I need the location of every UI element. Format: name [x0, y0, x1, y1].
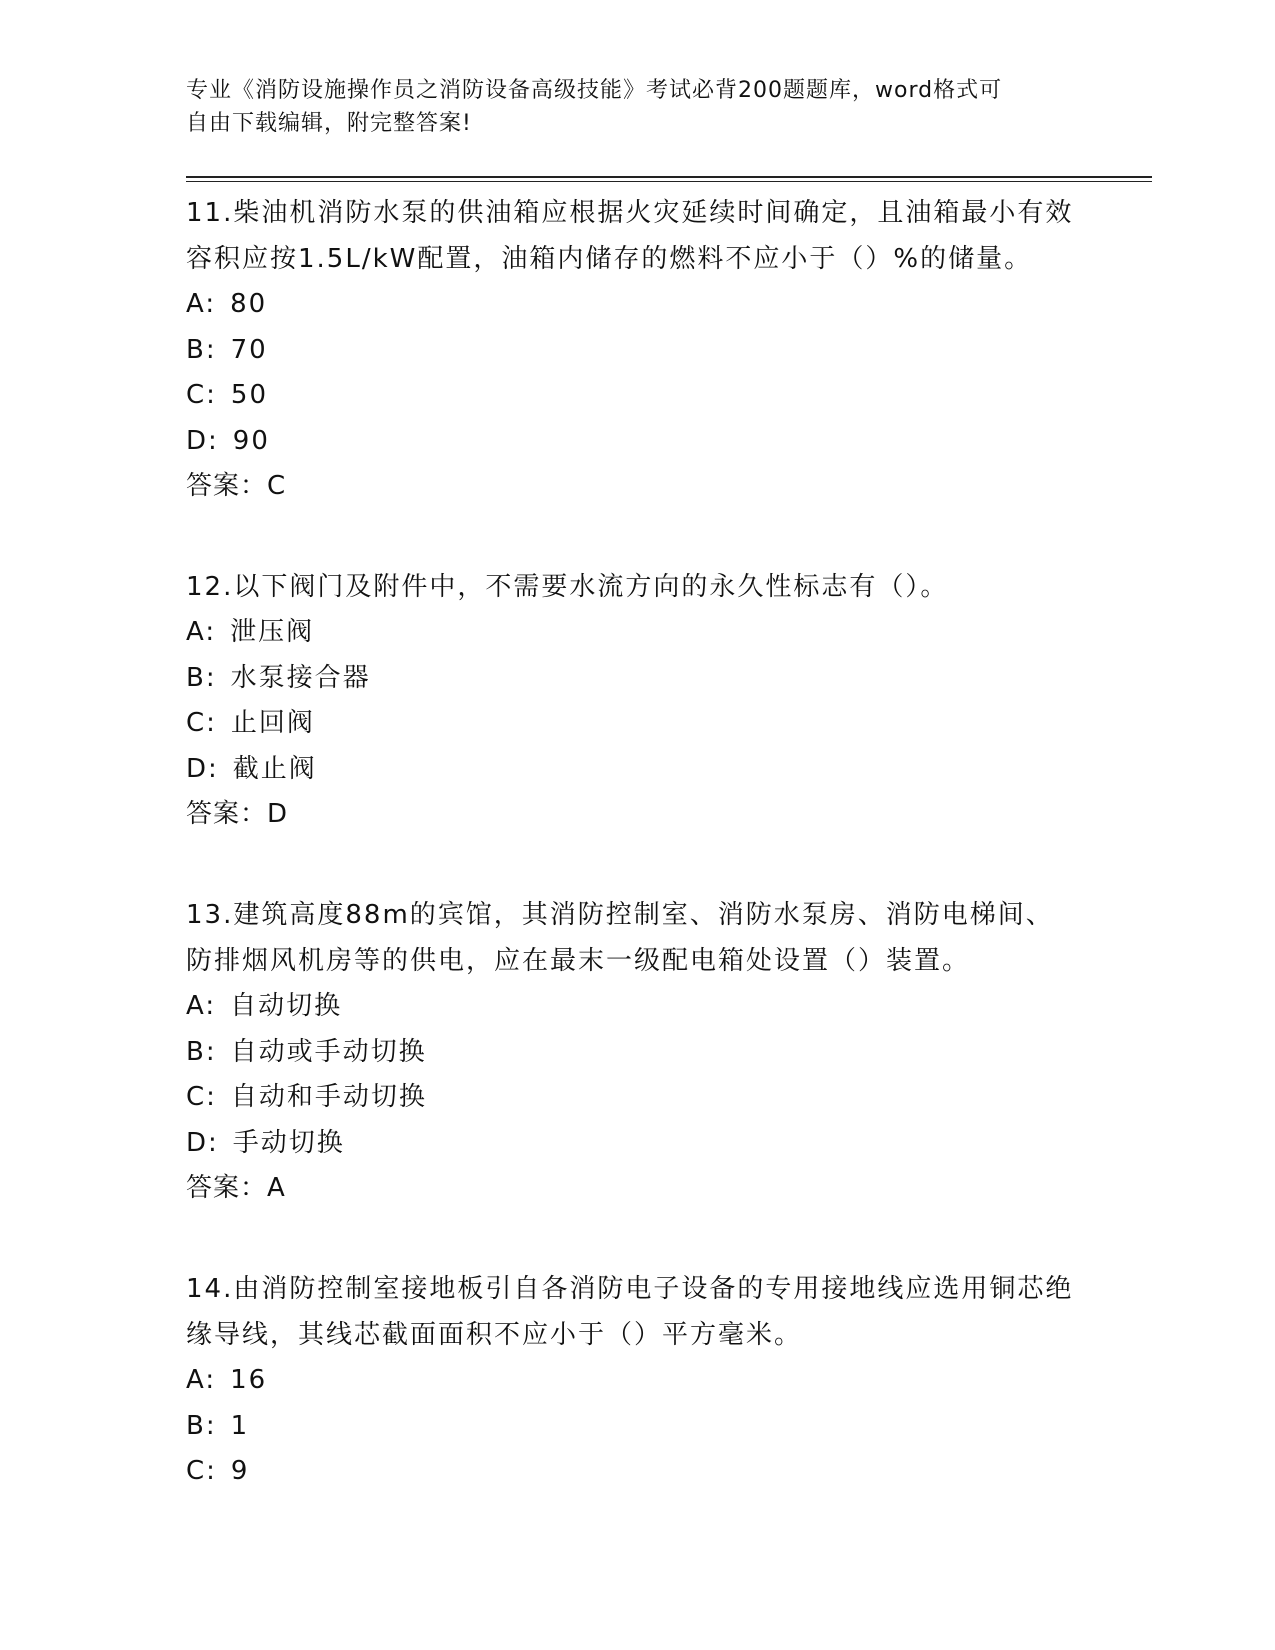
option-text: 泄压阀 [230, 617, 315, 647]
question-number: 13. [186, 900, 234, 930]
option-c [186, 1075, 1076, 1121]
question-14 [186, 1266, 1076, 1495]
option-a [186, 984, 1076, 1030]
answer [186, 464, 1076, 509]
answer-label: 答案： [186, 799, 268, 829]
option-d [186, 1121, 1076, 1167]
option-letter: D: [186, 1127, 219, 1158]
question-13 [186, 892, 1076, 1211]
header-divider-thin [186, 181, 1152, 182]
question-text [186, 564, 1076, 610]
question-stem: 由消防控制室接地板引自各消防电子设备的专用接地线应选用铜芯绝缘导线，其线芯截面面积不应小于（）平方毫米。 [186, 1274, 1074, 1350]
option-text: 16 [230, 1365, 268, 1395]
header-divider-thick [186, 176, 1152, 178]
option-letter: A: [186, 289, 217, 319]
option-text: 自动和手动切换 [230, 1082, 427, 1112]
option-c [186, 1449, 1076, 1495]
question-stem: 柴油机消防水泵的供油箱应根据火灾延续时间确定，且油箱最小有效容积应按1.5L/kW配置，油箱内储存的燃料不应小于（）%的储量。 [186, 198, 1074, 274]
answer-label: 答案： [186, 1173, 268, 1203]
option-letter: B: [186, 1410, 217, 1441]
answer-value: A [267, 1173, 286, 1203]
option-letter: C: [186, 1082, 217, 1112]
document-header [186, 74, 1076, 140]
answer [186, 792, 1076, 837]
option-letter: C: [186, 1456, 217, 1486]
option-text: 80 [230, 289, 268, 319]
option-text: 截止阀 [232, 753, 317, 784]
header-line-1: 专业《消防设施操作员之消防设备高级技能》考试必背200题题库，word格式可 [186, 78, 1003, 103]
question-text [186, 1266, 1076, 1358]
question-text [186, 892, 1076, 984]
question-list [186, 190, 1076, 1550]
question-11 [186, 190, 1076, 509]
option-letter: C: [186, 708, 217, 738]
option-letter: A: [186, 617, 217, 647]
option-letter: A: [186, 991, 217, 1021]
question-number: 11. [186, 198, 234, 228]
option-text: 1 [230, 1410, 250, 1441]
option-letter: B: [186, 662, 217, 693]
option-b [186, 328, 1076, 374]
option-b [186, 1404, 1076, 1450]
option-text: 90 [232, 425, 270, 456]
option-text: 自动切换 [230, 991, 343, 1021]
answer-value: D [267, 799, 289, 829]
header-line-2: 自由下载编辑，附完整答案! [186, 111, 472, 136]
option-letter: C: [186, 380, 217, 410]
option-c [186, 701, 1076, 747]
option-text: 9 [230, 1456, 250, 1486]
option-text: 手动切换 [232, 1127, 345, 1158]
answer [186, 1166, 1076, 1211]
question-stem: 建筑高度88m的宾馆，其消防控制室、消防水泵房、消防电梯间、防排烟风机房等的供电，应在最末一级配电箱处设置（）装置。 [186, 900, 1054, 976]
option-text: 70 [230, 334, 268, 365]
option-letter: D: [186, 425, 219, 456]
option-letter: B: [186, 334, 217, 365]
option-text: 水泵接合器 [230, 662, 371, 693]
option-d [186, 747, 1076, 793]
option-text: 自动或手动切换 [230, 1036, 427, 1067]
option-c [186, 373, 1076, 419]
answer-value: C [267, 471, 287, 501]
question-text [186, 190, 1076, 282]
option-a [186, 1358, 1076, 1404]
question-stem: 以下阀门及附件中，不需要水流方向的永久性标志有（）。 [233, 572, 949, 602]
question-number: 12. [186, 572, 234, 602]
question-12 [186, 564, 1076, 837]
option-a [186, 282, 1076, 328]
option-text: 50 [230, 380, 269, 410]
option-letter: A: [186, 1365, 217, 1395]
option-letter: D: [186, 753, 219, 784]
option-b [186, 1030, 1076, 1076]
option-d [186, 419, 1076, 465]
answer-label: 答案： [186, 471, 268, 501]
option-letter: B: [186, 1036, 217, 1067]
option-text: 止回阀 [230, 708, 315, 738]
option-b [186, 656, 1076, 702]
option-a [186, 610, 1076, 656]
question-number: 14. [186, 1274, 234, 1304]
